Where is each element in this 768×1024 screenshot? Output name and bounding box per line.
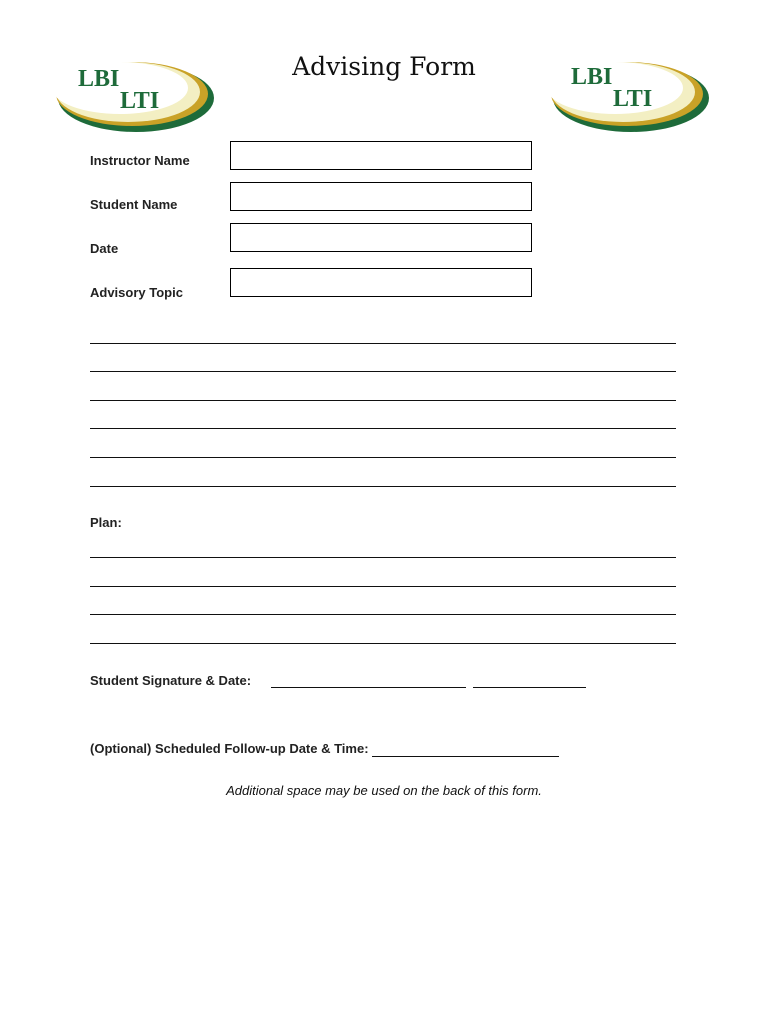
advisory-topic-field[interactable] — [230, 268, 532, 297]
logo-right — [543, 50, 713, 140]
signature-line[interactable] — [271, 687, 466, 688]
footer-note: Additional space may be used on the back of this form. — [226, 783, 542, 798]
topic-writing-line[interactable] — [90, 343, 676, 344]
topic-writing-line[interactable] — [90, 457, 676, 458]
student-name-field[interactable] — [230, 182, 532, 211]
lbi-lti-logo-icon — [543, 50, 713, 140]
plan-label: Plan: — [90, 515, 122, 530]
date-field[interactable] — [230, 223, 532, 252]
followup-line[interactable] — [372, 756, 559, 757]
plan-writing-line[interactable] — [90, 586, 676, 587]
logo-text-bottom: LTI — [120, 88, 160, 114]
logo-text-top: LBI — [571, 64, 613, 90]
topic-writing-line[interactable] — [90, 371, 676, 372]
plan-writing-line[interactable] — [90, 614, 676, 615]
topic-writing-line[interactable] — [90, 400, 676, 401]
followup-label: (Optional) Scheduled Follow-up Date & Time: — [90, 741, 369, 756]
logo-text-bottom: LTI — [613, 86, 653, 112]
instructor-name-field[interactable] — [230, 141, 532, 170]
topic-writing-line[interactable] — [90, 486, 676, 487]
instructor-name-label: Instructor Name — [90, 153, 190, 168]
signature-date-line[interactable] — [473, 687, 586, 688]
plan-writing-line[interactable] — [90, 557, 676, 558]
student-name-label: Student Name — [90, 197, 178, 212]
student-signature-label: Student Signature & Date: — [90, 673, 252, 688]
advisory-topic-label: Advisory Topic — [90, 285, 183, 300]
page-title: Advising Form — [292, 52, 476, 81]
plan-writing-line[interactable] — [90, 643, 676, 644]
logo-text-top: LBI — [78, 66, 120, 92]
topic-writing-line[interactable] — [90, 428, 676, 429]
date-label: Date — [90, 241, 119, 256]
